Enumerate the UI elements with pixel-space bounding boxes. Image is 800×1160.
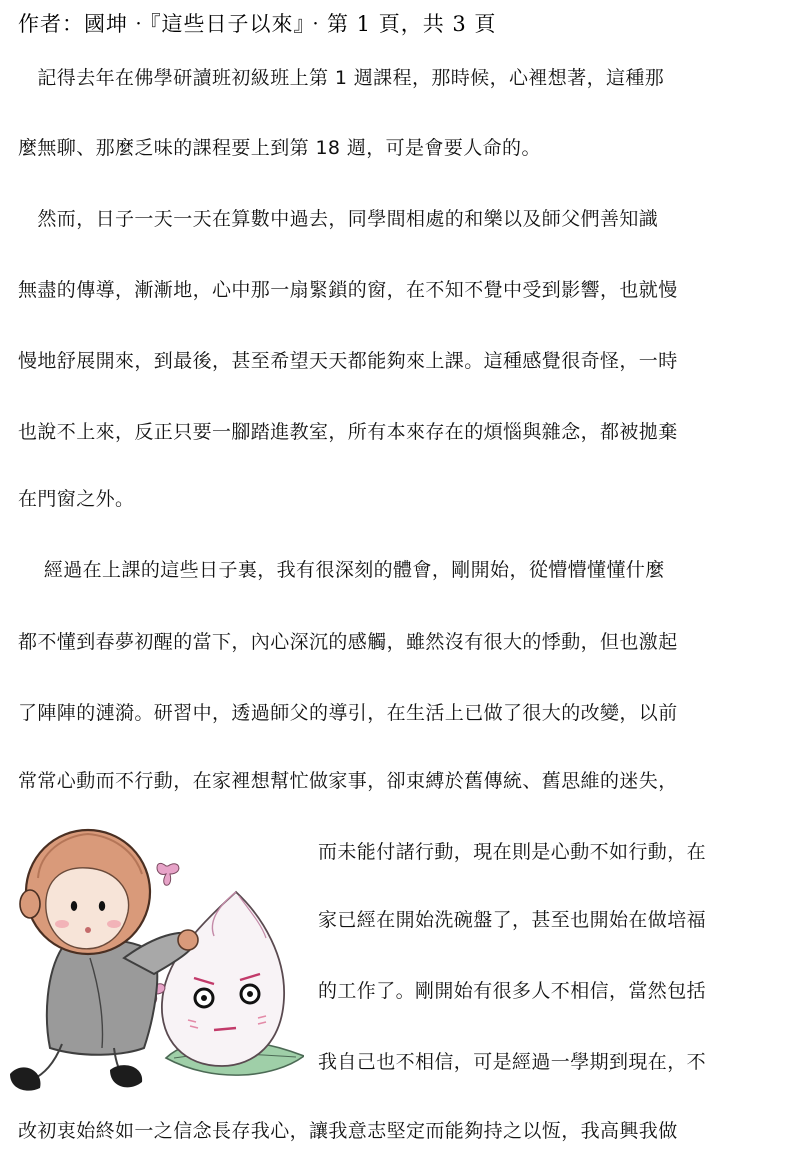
body-line-14: 的工作了。剛開始有很多人不相信，當然包括 (318, 980, 707, 1002)
body-line-3: 然而，日子一天一天在算數中過去，同學間相處的和樂以及師父們善知識 (18, 208, 659, 230)
body-line-2: 麼無聊、那麼乏味的課程要上到第 18 週，可是會要人命的。 (18, 137, 541, 159)
body-line-10: 了陣陣的漣漪。研習中，透過師父的導引，在生活上已做了很大的改變，以前 (18, 702, 678, 724)
body-line-6: 也說不上來，反正只要一腳踏進教室，所有本來存在的煩惱與雜念，都被拋棄 (18, 421, 678, 443)
body-line-4: 無盡的傳導，漸漸地，心中那一扇緊鎖的窗，在不知不覺中受到影響，也就慢 (18, 279, 678, 301)
body-line-13: 家已經在開始洗碗盤了，甚至也開始在做培福 (318, 909, 707, 931)
body-line-5: 慢地舒展開來，到最後，甚至希望天天都能夠來上課。這種感覺很奇怪，一時 (18, 350, 678, 372)
body-line-8: 經過在上課的這些日子裏，我有很深刻的體會，剛開始，從懵懵懂懂什麼 (18, 559, 665, 581)
body-line-15: 我自己也不相信，可是經過一學期到現在，不 (318, 1051, 707, 1073)
monk-and-peach-icon (4, 808, 304, 1098)
body-line-11: 常常心動而不行動，在家裡想幫忙做家事，卻束縛於舊傳統、舊思維的迷失， (18, 770, 678, 792)
body-line-16: 改初衷始終如一之信念長存我心，讓我意志堅定而能夠持之以恆，我高興我做 (18, 1120, 678, 1142)
peach-character-icon (162, 892, 284, 1066)
body-line-12: 而未能付諸行動，現在則是心動不如行動，在 (318, 841, 707, 863)
body-line-7: 在門窗之外。 (18, 488, 135, 510)
body-line-1: 記得去年在佛學研讀班初級班上第 1 週課程，那時候，心裡想著，這種那 (18, 67, 665, 89)
page-header: 作者：國坤‧『這些日子以來』‧第 1 頁，共 3 頁 (18, 12, 497, 36)
body-line-9: 都不懂到春夢初醒的當下，內心深沉的感觸，雖然沒有很大的悸動，但也激起 (18, 631, 678, 653)
